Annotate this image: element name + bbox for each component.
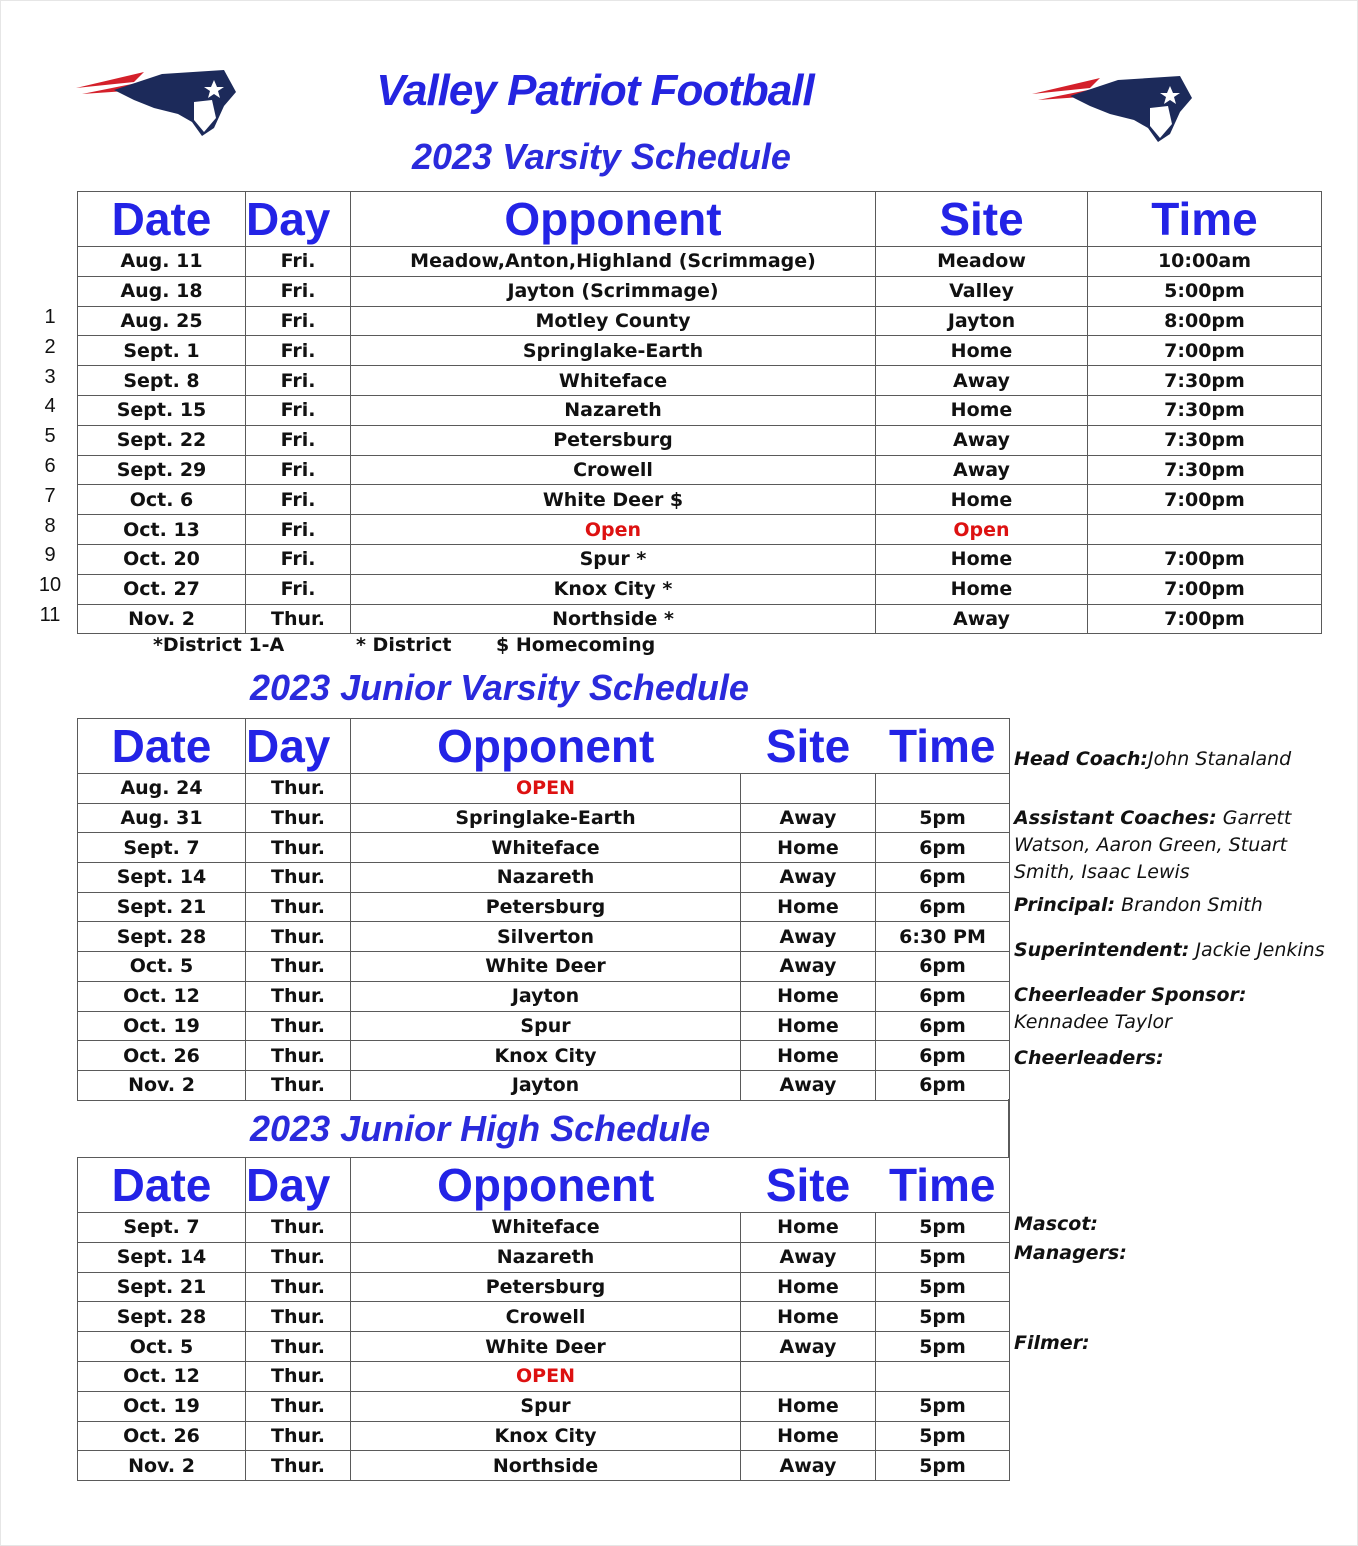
jv-cell-date: Sept. 21 [78, 892, 246, 922]
jh-header-row [78, 1158, 1010, 1213]
jh-cell-date: Sept. 7 [78, 1213, 246, 1243]
jv-cell-day: Thur. [246, 1011, 351, 1041]
varsity-cell-site: Away [876, 455, 1088, 485]
jh-cell-day: Thur. [246, 1451, 351, 1481]
jh-cell-date: Nov. 2 [78, 1451, 246, 1481]
varsity-cell-day: Thur. [246, 604, 351, 634]
jh-row [78, 1213, 1010, 1243]
jh-cell-day: Thur. [246, 1272, 351, 1302]
cheer-sponsor-label: Cheerleader Sponsor: [1014, 984, 1247, 1006]
header-time: Time [876, 1158, 1010, 1213]
principal-label: Principal: [1014, 894, 1116, 916]
varsity-row [78, 425, 1322, 455]
jv-row [78, 981, 1010, 1011]
jh-cell-site [741, 1361, 876, 1391]
game-number: 4 [44, 395, 56, 418]
jh-cell-day: Thur. [246, 1302, 351, 1332]
mascot-label: Mascot: [1014, 1213, 1099, 1235]
varsity-cell-opponent: Petersburg [351, 425, 876, 455]
head-coach-name: John Stanaland [1148, 748, 1292, 770]
header-date: Date [78, 192, 246, 247]
varsity-cell-date: Aug. 18 [78, 276, 246, 306]
jv-cell-date: Oct. 19 [78, 1011, 246, 1041]
jh-cell-time: 5pm [876, 1421, 1010, 1451]
varsity-cell-day: Fri. [246, 455, 351, 485]
assistant-coaches-names: Garrett Watson, Aaron Green, Stuart Smith, Isaac Lewis [1014, 807, 1292, 883]
jv-cell-opponent: Jayton [351, 981, 741, 1011]
jv-cell-site: Away [741, 863, 876, 893]
jv-cell-day: Thur. [246, 863, 351, 893]
game-number: 1 [44, 306, 56, 328]
jh-cell-date: Oct. 12 [78, 1361, 246, 1391]
jh-row [78, 1421, 1010, 1451]
legend-district-1a: *District 1-A [153, 634, 285, 656]
varsity-row [78, 515, 1322, 545]
jv-heading: 2023 Junior Varsity Schedule [250, 667, 749, 708]
jv-cell-opponent: Knox City [351, 1041, 741, 1071]
jv-cell-time: 6pm [876, 981, 1010, 1011]
head-coach-label: Head Coach: [1014, 748, 1149, 770]
principal-name: Brandon Smith [1115, 894, 1263, 916]
jv-row [78, 892, 1010, 922]
filmer [1014, 1330, 1334, 1357]
varsity-cell-time: 8:00pm [1088, 306, 1322, 336]
jh-cell-time: 5pm [876, 1272, 1010, 1302]
varsity-cell-opponent: Nazareth [351, 395, 876, 425]
varsity-cell-opponent: Motley County [351, 306, 876, 336]
jv-row [78, 1070, 1010, 1100]
varsity-cell-date: Oct. 13 [78, 515, 246, 545]
jv-row [78, 833, 1010, 863]
jh-cell-site: Away [741, 1451, 876, 1481]
varsity-cell-opponent: Jayton (Scrimmage) [351, 276, 876, 306]
varsity-cell-time: 7:00pm [1088, 336, 1322, 366]
jv-cell-site: Home [741, 981, 876, 1011]
jv-cell-site [741, 774, 876, 804]
varsity-cell-opponent: White Deer $ [351, 485, 876, 515]
game-number: 6 [44, 455, 56, 477]
varsity-row [78, 544, 1322, 574]
header-day: Day [246, 719, 351, 774]
jh-cell-site: Home [741, 1421, 876, 1451]
varsity-cell-site: Jayton [876, 306, 1088, 336]
game-number: 7 [44, 484, 56, 507]
jh-table [77, 1157, 1010, 1481]
varsity-cell-date: Sept. 1 [78, 336, 246, 366]
varsity-row [78, 395, 1322, 425]
jv-cell-time [876, 774, 1010, 804]
jv-row [78, 1011, 1010, 1041]
varsity-cell-date: Sept. 15 [78, 395, 246, 425]
filmer-label: Filmer: [1014, 1332, 1090, 1354]
jh-row [78, 1302, 1010, 1332]
header-time: Time [876, 719, 1010, 774]
jv-cell-opponent: White Deer [351, 952, 741, 982]
game-number: 3 [44, 365, 56, 388]
varsity-cell-site: Meadow [876, 247, 1088, 277]
game-number: 2 [44, 335, 56, 358]
jv-row [78, 803, 1010, 833]
varsity-cell-opponent: Spur * [351, 544, 876, 574]
jh-cell-day: Thur. [246, 1391, 351, 1421]
header-site: Site [876, 192, 1088, 247]
varsity-cell-day: Fri. [246, 395, 351, 425]
jv-cell-time: 6pm [876, 1070, 1010, 1100]
varsity-table [77, 191, 1322, 634]
jv-cell-opponent: Jayton [351, 1070, 741, 1100]
jv-cell-date: Aug. 24 [78, 774, 246, 804]
header-opponent: Opponent [351, 1158, 741, 1213]
superintendent-name: Jackie Jenkins [1189, 939, 1325, 961]
game-number: 10 [38, 574, 62, 597]
varsity-cell-time [1088, 515, 1322, 545]
jh-cell-date: Oct. 26 [78, 1421, 246, 1451]
varsity-cell-date: Oct. 20 [78, 544, 246, 574]
jh-cell-opponent: Petersburg [351, 1272, 741, 1302]
jv-cell-opponent: Whiteface [351, 833, 741, 863]
varsity-row [78, 247, 1322, 277]
managers [1014, 1240, 1334, 1267]
varsity-row [78, 276, 1322, 306]
game-number: 5 [44, 425, 56, 448]
jh-cell-time: 5pm [876, 1213, 1010, 1243]
varsity-heading: 2023 Varsity Schedule [412, 136, 791, 177]
jh-cell-opponent: Spur [351, 1391, 741, 1421]
jh-cell-day: Thur. [246, 1332, 351, 1362]
jv-cell-day: Thur. [246, 1041, 351, 1071]
varsity-cell-day: Fri. [246, 485, 351, 515]
jv-cell-time: 6pm [876, 1041, 1010, 1071]
varsity-cell-date: Sept. 22 [78, 425, 246, 455]
varsity-cell-opponent: Whiteface [351, 366, 876, 396]
jh-cell-date: Sept. 21 [78, 1272, 246, 1302]
varsity-cell-time: 7:30pm [1088, 395, 1322, 425]
varsity-cell-site: Home [876, 485, 1088, 515]
jv-cell-opponent: Spur [351, 1011, 741, 1041]
varsity-row [78, 455, 1322, 485]
varsity-cell-opponent: Springlake-Earth [351, 336, 876, 366]
varsity-cell-site: Home [876, 395, 1088, 425]
jh-cell-site: Home [741, 1302, 876, 1332]
jv-row [78, 952, 1010, 982]
jv-cell-day: Thur. [246, 774, 351, 804]
varsity-cell-site: Away [876, 425, 1088, 455]
head-coach [1014, 746, 1334, 773]
superintendent-label: Superintendent: [1014, 939, 1190, 961]
varsity-cell-opponent: Meadow,Anton,Highland (Scrimmage) [351, 247, 876, 277]
varsity-cell-day: Fri. [246, 574, 351, 604]
cheer-sponsor-name: Kennadee Taylor [1014, 1011, 1172, 1033]
jv-cell-day: Thur. [246, 952, 351, 982]
jh-cell-opponent: Northside [351, 1451, 741, 1481]
header-date: Date [78, 719, 246, 774]
varsity-cell-time: 7:00pm [1088, 544, 1322, 574]
cheerleaders [1014, 1045, 1334, 1072]
jv-cell-time: 6pm [876, 1011, 1010, 1041]
jv-cell-day: Thur. [246, 833, 351, 863]
jv-cell-time: 6pm [876, 863, 1010, 893]
assistant-coaches-label: Assistant Coaches: [1014, 807, 1217, 829]
varsity-cell-site: Away [876, 366, 1088, 396]
varsity-cell-date: Sept. 29 [78, 455, 246, 485]
jv-cell-site: Home [741, 833, 876, 863]
varsity-cell-site: Home [876, 574, 1088, 604]
jh-cell-time [876, 1361, 1010, 1391]
managers-label: Managers: [1014, 1242, 1127, 1264]
varsity-cell-opponent: Northside * [351, 604, 876, 634]
jh-cell-day: Thur. [246, 1213, 351, 1243]
jv-cell-opponent: Springlake-Earth [351, 803, 741, 833]
varsity-row [78, 604, 1322, 634]
varsity-row [78, 336, 1322, 366]
varsity-cell-opponent: Open [351, 515, 876, 545]
assistant-coaches [1014, 805, 1334, 886]
header-time: Time [1088, 192, 1322, 247]
jh-cell-site: Home [741, 1213, 876, 1243]
varsity-cell-date: Aug. 25 [78, 306, 246, 336]
varsity-cell-time: 7:30pm [1088, 425, 1322, 455]
jv-cell-opponent: Silverton [351, 922, 741, 952]
jv-row [78, 922, 1010, 952]
jv-cell-site: Away [741, 922, 876, 952]
jh-cell-site: Away [741, 1332, 876, 1362]
jv-cell-date: Oct. 12 [78, 981, 246, 1011]
jh-row [78, 1391, 1010, 1421]
varsity-cell-day: Fri. [246, 247, 351, 277]
jv-cell-date: Aug. 31 [78, 803, 246, 833]
varsity-row [78, 366, 1322, 396]
varsity-cell-date: Aug. 11 [78, 247, 246, 277]
varsity-cell-day: Fri. [246, 366, 351, 396]
jh-cell-date: Oct. 5 [78, 1332, 246, 1362]
jh-row [78, 1272, 1010, 1302]
jv-cell-time: 6pm [876, 833, 1010, 863]
jh-cell-day: Thur. [246, 1242, 351, 1272]
jh-cell-day: Thur. [246, 1361, 351, 1391]
jv-cell-time: 6pm [876, 892, 1010, 922]
varsity-cell-time: 10:00am [1088, 247, 1322, 277]
jv-cell-site: Home [741, 1011, 876, 1041]
jv-cell-time: 5pm [876, 803, 1010, 833]
varsity-cell-day: Fri. [246, 276, 351, 306]
jh-cell-site: Home [741, 1272, 876, 1302]
jv-cell-day: Thur. [246, 922, 351, 952]
header-opponent: Opponent [351, 192, 876, 247]
varsity-cell-opponent: Crowell [351, 455, 876, 485]
jv-cell-site: Away [741, 952, 876, 982]
jv-cell-day: Thur. [246, 892, 351, 922]
jh-cell-opponent: OPEN [351, 1361, 741, 1391]
jv-table [77, 718, 1010, 1101]
varsity-cell-time: 7:30pm [1088, 366, 1322, 396]
jh-cell-time: 5pm [876, 1302, 1010, 1332]
jv-row [78, 774, 1010, 804]
jh-cell-opponent: Knox City [351, 1421, 741, 1451]
jh-cell-time: 5pm [876, 1391, 1010, 1421]
varsity-cell-site: Open [876, 515, 1088, 545]
principal [1014, 892, 1334, 919]
jh-cell-site: Home [741, 1391, 876, 1421]
jv-cell-date: Sept. 14 [78, 863, 246, 893]
jh-cell-opponent: Nazareth [351, 1242, 741, 1272]
jh-row [78, 1361, 1010, 1391]
jv-row [78, 1041, 1010, 1071]
header-site: Site [741, 719, 876, 774]
cheer-sponsor [1014, 982, 1334, 1036]
varsity-cell-day: Fri. [246, 425, 351, 455]
jv-cell-day: Thur. [246, 803, 351, 833]
varsity-cell-date: Sept. 8 [78, 366, 246, 396]
jh-cell-date: Sept. 28 [78, 1302, 246, 1332]
jh-row [78, 1451, 1010, 1481]
varsity-cell-site: Valley [876, 276, 1088, 306]
jh-title-border [1008, 1099, 1010, 1157]
header-day: Day [246, 192, 351, 247]
header-opponent: Opponent [351, 719, 741, 774]
jv-header-row [78, 719, 1010, 774]
varsity-cell-date: Oct. 27 [78, 574, 246, 604]
game-number: 11 [39, 604, 61, 626]
jv-cell-site: Home [741, 892, 876, 922]
varsity-cell-time: 7:00pm [1088, 485, 1322, 515]
jv-cell-site: Away [741, 803, 876, 833]
page-title: Valley Patriot Football [376, 66, 814, 115]
varsity-cell-day: Fri. [246, 336, 351, 366]
varsity-cell-date: Oct. 6 [78, 485, 246, 515]
varsity-cell-time: 7:30pm [1088, 455, 1322, 485]
superintendent [1014, 937, 1334, 964]
varsity-cell-site: Away [876, 604, 1088, 634]
jh-cell-date: Oct. 19 [78, 1391, 246, 1421]
legend-homecoming: $ Homecoming [496, 634, 656, 656]
jv-cell-opponent: Nazareth [351, 863, 741, 893]
jh-cell-opponent: Whiteface [351, 1213, 741, 1243]
header-day: Day [246, 1158, 351, 1213]
varsity-cell-date: Nov. 2 [78, 604, 246, 634]
varsity-cell-opponent: Knox City * [351, 574, 876, 604]
varsity-row [78, 485, 1322, 515]
jh-cell-day: Thur. [246, 1421, 351, 1451]
varsity-cell-time: 5:00pm [1088, 276, 1322, 306]
jv-cell-day: Thur. [246, 1070, 351, 1100]
jh-cell-site: Away [741, 1242, 876, 1272]
jv-row [78, 863, 1010, 893]
jv-cell-opponent: Petersburg [351, 892, 741, 922]
varsity-row [78, 306, 1322, 336]
varsity-cell-time: 7:00pm [1088, 604, 1322, 634]
game-number: 9 [44, 544, 56, 567]
jv-cell-day: Thur. [246, 981, 351, 1011]
jh-cell-date: Sept. 14 [78, 1242, 246, 1272]
varsity-cell-day: Fri. [246, 306, 351, 336]
jh-heading: 2023 Junior High Schedule [250, 1108, 711, 1149]
jv-cell-site: Home [741, 1041, 876, 1071]
mascot [1014, 1211, 1334, 1238]
jv-cell-date: Oct. 5 [78, 952, 246, 982]
jv-cell-opponent: OPEN [351, 774, 741, 804]
jh-row [78, 1242, 1010, 1272]
jv-cell-date: Nov. 2 [78, 1070, 246, 1100]
jh-cell-time: 5pm [876, 1242, 1010, 1272]
cheerleaders-label: Cheerleaders: [1014, 1047, 1164, 1069]
header-date: Date [78, 1158, 246, 1213]
varsity-row [78, 574, 1322, 604]
varsity-header-row [78, 192, 1322, 247]
legend-district: * District [356, 634, 452, 656]
jh-row [78, 1332, 1010, 1362]
varsity-cell-day: Fri. [246, 544, 351, 574]
jv-cell-time: 6:30 PM [876, 922, 1010, 952]
jv-cell-time: 6pm [876, 952, 1010, 982]
varsity-cell-day: Fri. [246, 515, 351, 545]
varsity-cell-time: 7:00pm [1088, 574, 1322, 604]
varsity-cell-site: Home [876, 336, 1088, 366]
jv-cell-date: Sept. 28 [78, 922, 246, 952]
header-site: Site [741, 1158, 876, 1213]
varsity-cell-site: Home [876, 544, 1088, 574]
jh-cell-time: 5pm [876, 1451, 1010, 1481]
jh-cell-opponent: White Deer [351, 1332, 741, 1362]
jv-cell-date: Oct. 26 [78, 1041, 246, 1071]
game-number: 8 [44, 514, 56, 537]
jv-cell-date: Sept. 7 [78, 833, 246, 863]
jh-cell-time: 5pm [876, 1332, 1010, 1362]
jv-cell-site: Away [741, 1070, 876, 1100]
jh-cell-opponent: Crowell [351, 1302, 741, 1332]
